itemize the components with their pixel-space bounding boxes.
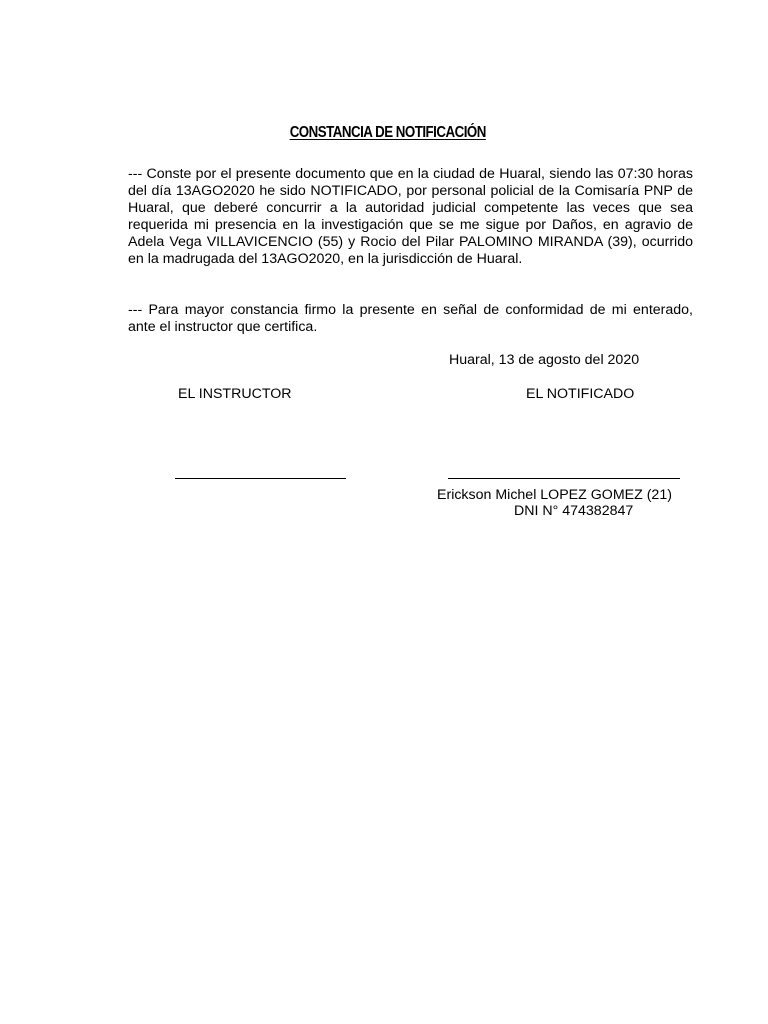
notified-label: EL NOTIFICADO bbox=[526, 386, 635, 402]
notified-name: Erickson Michel LOPEZ GOMEZ (21) bbox=[437, 487, 672, 503]
notified-dni: DNI N° 474382847 bbox=[514, 503, 634, 519]
conformity-paragraph: --- Para mayor constancia firmo la presente en señal de conformidad de mi enterado, ante el instructor que certifica. bbox=[128, 302, 693, 335]
date-line: Huaral, 13 de agosto del 2020 bbox=[449, 352, 640, 368]
document-title: CONSTANCIA DE NOTIFICACIÓN bbox=[289, 124, 486, 141]
notification-paragraph: --- Conste por el presente documento que en la ciudad de Huaral, siendo las 07:30 horas del día 13AGO2020 he sido NOTIFICADO, por personal policial de la Comisaría PNP de Huaral, que deberé concurrir a la autoridad judicial competente las veces que sea requerida mi presencia en la investigación que se me sigue por Daños, en agravio de Adela Vega VILLAVICENCIO (55) y Rocio del Pilar PALOMINO MIRANDA (39), ocurrido en la madrugada del 13AGO2020, en la jurisdicción de Huaral. bbox=[128, 166, 693, 267]
instructor-label: EL INSTRUCTOR bbox=[178, 386, 292, 402]
notified-signature-line bbox=[448, 478, 680, 480]
instructor-signature-line bbox=[175, 478, 346, 480]
